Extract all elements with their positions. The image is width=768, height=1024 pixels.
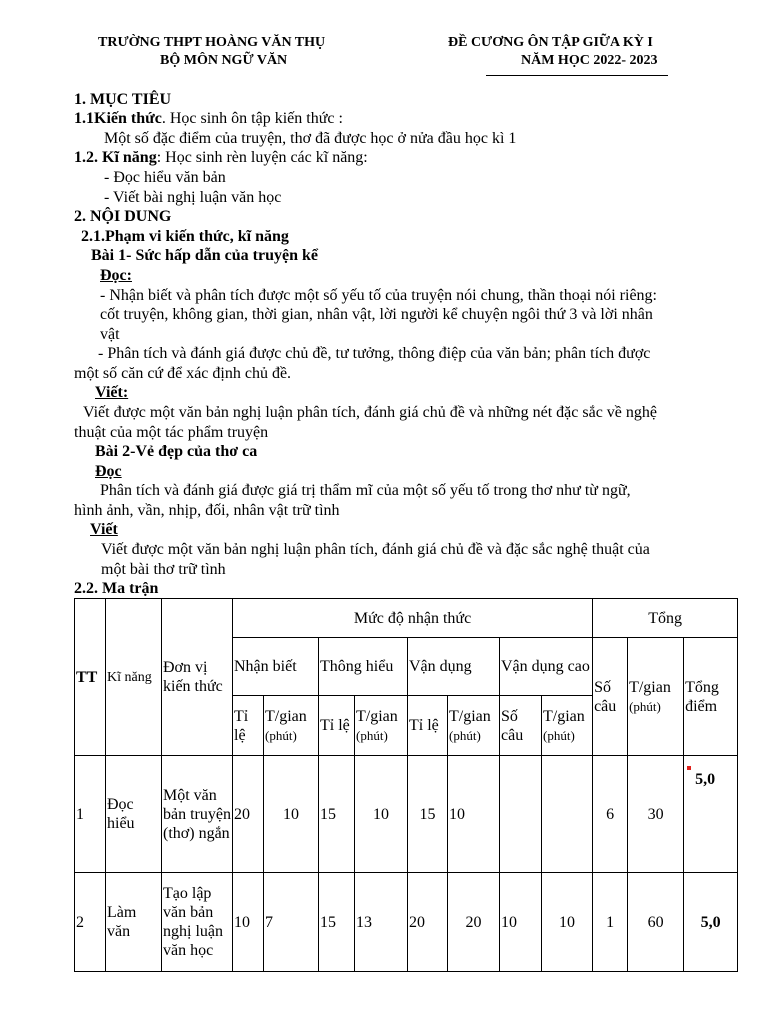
lesson2-read-line: Phân tích và đánh giá được giá trị thẩm mĩ của một số yếu tố trong thơ như từ ngữ, — [100, 482, 631, 499]
col-total-tgian — [628, 638, 684, 756]
table-row — [75, 873, 738, 972]
lesson2-write-label: Viết — [90, 521, 118, 538]
tgian-label: T/gian — [629, 678, 671, 696]
cell-vdc-socau: 10 — [500, 873, 542, 972]
lesson1-write-line: thuật của một tác phẩm truyện — [74, 424, 269, 441]
header-underline — [486, 75, 668, 76]
document-title: ĐỀ CƯƠNG ÔN TẬP GIỮA KỲ I — [448, 35, 653, 50]
col-level: Mức độ nhận thức — [233, 599, 593, 638]
col-nb-tile: Tỉ lệ — [233, 696, 264, 756]
cell-vd-tgian: 10 — [448, 756, 500, 873]
table-row — [75, 756, 738, 873]
col-vdc-tgian — [542, 696, 593, 756]
lesson1-read-label: Đọc: — [100, 267, 132, 284]
cell-nb-tile: 10 — [233, 873, 264, 972]
tgian-label: T/gian — [265, 707, 307, 725]
knowledge-detail: Một số đặc điểm của truyện, thơ đã được học ở nửa đầu học kì 1 — [104, 130, 517, 147]
col-total-diem: Tổng điểm — [684, 638, 738, 756]
col-total: Tổng — [593, 599, 738, 638]
tgian-label: T/gian — [449, 707, 491, 725]
lesson1-read-line: cốt truyện, không gian, thời gian, nhân vật, lời người kể chuyện ngôi thứ 3 và lời nhân — [100, 306, 653, 323]
col-vdc-socau: Số câu — [500, 696, 542, 756]
lesson1-read-line: - Nhận biết và phân tích được một số yếu tố của truyện nói chung, thần thoại nói riêng: — [100, 287, 657, 304]
col-skill: Kĩ năng — [106, 599, 162, 756]
phut-label: (phút) — [543, 727, 575, 743]
cell-unit: Một văn bản truyện (thơ) ngắn — [162, 756, 233, 873]
phut-label: (phút) — [629, 698, 661, 714]
col-vdc: Vận dụng cao — [500, 638, 593, 696]
col-vd-tile: Tỉ lệ — [408, 696, 448, 756]
col-nb-tgian — [264, 696, 319, 756]
cell-total-diem: 5,0 — [684, 873, 738, 972]
lesson1-title: Bài 1- Sức hấp dẫn của truyện kể — [91, 247, 318, 264]
cell-unit: Tạo lập văn bản nghị luận văn học — [162, 873, 233, 972]
col-th-tile: Tỉ lệ — [319, 696, 355, 756]
col-th: Thông hiểu — [319, 638, 408, 696]
cell-vd-tile: 15 — [408, 756, 448, 873]
lesson1-write-line: Viết được một văn bản nghị luận phân tích, đánh giá chủ đề và những nét đặc sắc về nghệ — [83, 404, 658, 421]
tgian-label: T/gian — [356, 707, 398, 725]
lesson1-read-line: vật — [100, 326, 120, 343]
lesson2-write-line: một bài thơ trữ tình — [101, 561, 226, 578]
cell-vdc-socau — [500, 756, 542, 873]
lesson2-read-label: Đọc — [95, 463, 122, 480]
cell-total-socau: 1 — [593, 873, 628, 972]
cell-vd-tgian: 20 — [448, 873, 500, 972]
matrix-table — [74, 598, 738, 972]
tgian-label: T/gian — [543, 707, 585, 725]
col-total-socau: Số câu — [593, 638, 628, 756]
lesson1-read-line: - Phân tích và đánh giá được chủ đề, tư tưởng, thông điệp của văn bản; phân tích được — [98, 345, 651, 362]
cell-tt: 2 — [75, 873, 106, 972]
department-name: BỘ MÔN NGỮ VĂN — [160, 53, 288, 68]
cell-tt: 1 — [75, 756, 106, 873]
col-tt: TT — [75, 599, 106, 756]
knowledge-label: Kiến thức — [94, 110, 162, 127]
skills-line — [74, 148, 368, 167]
phut-label: (phút) — [265, 727, 297, 743]
school-year: NĂM HỌC 2022- 2023 — [521, 53, 658, 68]
matrix-heading: 2.2. Ma trận — [74, 580, 159, 597]
total-diem-value: 5,0 — [695, 771, 716, 788]
col-unit: Đơn vị kiến thức — [162, 599, 233, 756]
cell-vdc-tgian: 10 — [542, 873, 593, 972]
cell-th-tile: 15 — [319, 873, 355, 972]
red-mark — [687, 766, 691, 770]
cell-vdc-tgian — [542, 756, 593, 873]
cell-skill: Đọc hiểu — [106, 756, 162, 873]
skills-num: 1.2. — [74, 149, 102, 166]
cell-th-tgian: 10 — [355, 756, 408, 873]
cell-vd-tile: 20 — [408, 873, 448, 972]
cell-th-tile: 15 — [319, 756, 355, 873]
skills-text: : Học sinh rèn luyện các kĩ năng: — [156, 149, 368, 166]
col-th-tgian — [355, 696, 408, 756]
lesson1-read-line: một số căn cứ để xác định chủ đề. — [74, 365, 292, 382]
section1-heading: 1. MỤC TIÊU — [74, 91, 172, 108]
school-name: TRƯỜNG THPT HOÀNG VĂN THỤ — [98, 35, 326, 50]
table-header-row — [75, 599, 738, 638]
skills-label: Kĩ năng — [102, 149, 157, 166]
cell-th-tgian: 13 — [355, 873, 408, 972]
phut-label: (phút) — [449, 727, 481, 743]
phut-label: (phút) — [356, 727, 388, 743]
col-vd: Vận dụng — [408, 638, 500, 696]
lesson2-write-line: Viết được một văn bản nghị luận phân tích, đánh giá chủ đề và đặc sắc nghệ thuật của — [101, 541, 650, 558]
skills-item: - Đọc hiểu văn bản — [104, 169, 226, 186]
cell-nb-tgian: 10 — [264, 756, 319, 873]
knowledge-line — [74, 109, 343, 128]
cell-skill: Làm văn — [106, 873, 162, 972]
cell-nb-tile: 20 — [233, 756, 264, 873]
cell-nb-tgian: 7 — [264, 873, 319, 972]
lesson2-title: Bài 2-Vẻ đẹp của thơ ca — [95, 443, 258, 460]
knowledge-text: . Học sinh ôn tập kiến thức : — [161, 110, 343, 127]
knowledge-num: 1.1 — [74, 110, 94, 127]
lesson1-write-label: Viết: — [95, 384, 129, 401]
cell-total-tgian: 60 — [628, 873, 684, 972]
cell-total-tgian: 30 — [628, 756, 684, 873]
cell-total-socau: 6 — [593, 756, 628, 873]
col-nb: Nhận biết — [233, 638, 319, 696]
cell-total-diem — [684, 756, 738, 873]
section2-heading: 2. NỘI DUNG — [74, 208, 172, 225]
skills-item: - Viết bài nghị luận văn học — [104, 189, 282, 206]
lesson2-read-line: hình ảnh, vần, nhịp, đối, nhân vật trữ tình — [74, 502, 340, 519]
scope-heading: 2.1.Phạm vi kiến thức, kĩ năng — [81, 228, 289, 245]
col-vd-tgian — [448, 696, 500, 756]
